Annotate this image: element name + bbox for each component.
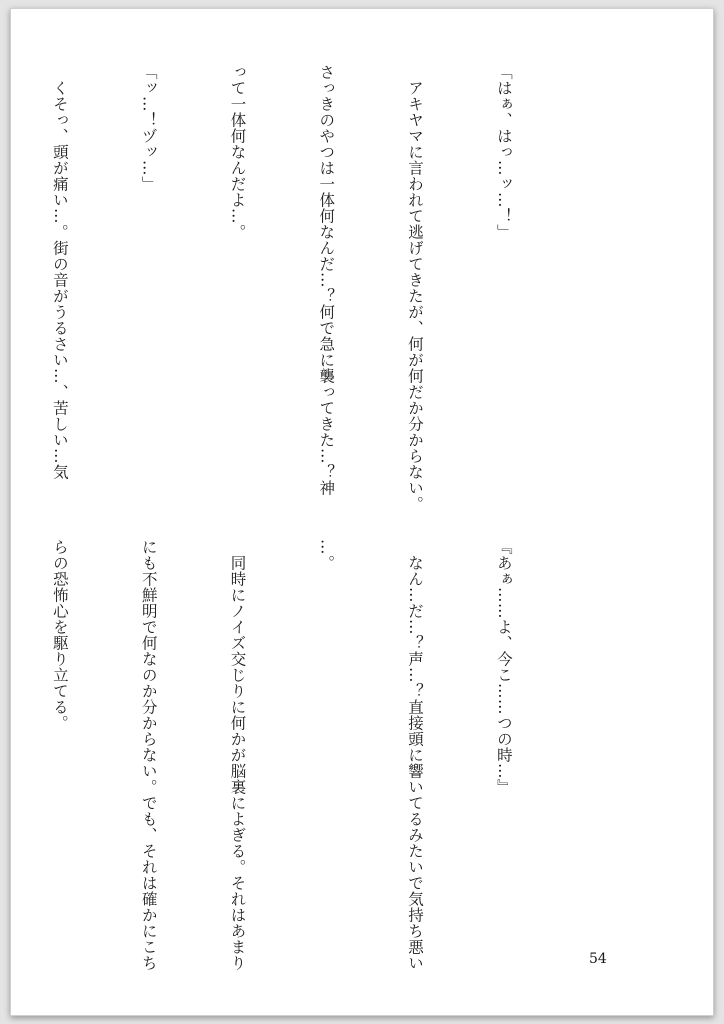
text-line: …。 <box>317 539 336 571</box>
text-line: って一体何なんだよ…。 <box>228 64 247 240</box>
text-block-bottom <box>0 539 577 979</box>
text-line: 同時にノイズ交じりに何かが脳裏によぎる。それはあまり <box>228 539 247 971</box>
text-line: らの恐怖心を駆り立てる。 <box>50 539 69 731</box>
book-page <box>10 8 714 1016</box>
text-block-top <box>0 64 577 512</box>
text-line: アキヤマに言われて逃げてきたが、何が何だか分からない。 <box>406 64 425 512</box>
text-line: 「ッ…！ヅッ…」 <box>139 64 158 192</box>
text-line: くそっ、頭が痛い…。街の音がうるさい…、苦しい…気 <box>50 64 69 480</box>
text-line: さっきのやつは一体何なんだ…？何で急に襲ってきた…？神 <box>317 64 336 496</box>
page-number: 54 <box>589 951 607 967</box>
text-line: なん…だ…？声…？直接頭に響いてるみたいで気持ち悪い <box>406 539 425 971</box>
text-line: 『あぁ……よ、今こ……つの時…』 <box>494 539 513 795</box>
text-line: 「はぁ、はっ…ッ…！」 <box>494 64 513 240</box>
text-line: にも不鮮明で何なのか分からない。でも、それは確かにこち <box>139 539 158 971</box>
